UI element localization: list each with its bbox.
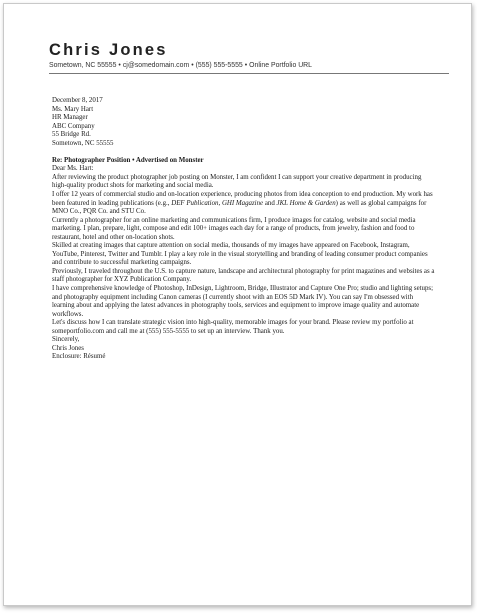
- body-paragraph-7: Let's discuss how I can translate strategic vision into high-quality, memorable images for your brand. Please review my portfolio at someportfolio.com and call me at (555) 555-5555 to set up an interview. Thank you.: [52, 319, 414, 335]
- letterhead: [49, 40, 441, 74]
- publication-title: DEF Publication: [171, 199, 219, 207]
- body-paragraph-5: Previously, I traveled throughout the U.S. to capture nature, landscape and architectural photography for print magazines and websites as a staff photographer for XYZ Publication Company.: [52, 267, 435, 284]
- complimentary-close: Sincerely,: [52, 336, 80, 344]
- contact-line: [49, 61, 441, 70]
- subject-suffix: Advertised on Monster: [135, 156, 204, 164]
- salutation: Dear Ms. Hart:: [52, 165, 94, 173]
- body-paragraph-2: [52, 191, 437, 217]
- contact-separator: •: [191, 62, 194, 69]
- enclosure-line: Enclosure: Résumé: [52, 353, 106, 361]
- subject-separator: •: [132, 156, 135, 164]
- body-paragraph-3: Currently a photographer for an online marketing and communications firm, I produce images for catalog, website and social media marketing. I plan, prepare, light, compose and edit 100+ images each day for a range of products, from jewelry, fashion and food to restaurant, hotel and other on-location shots.: [52, 216, 416, 241]
- contact-portfolio: Online Portfolio URL: [249, 62, 312, 69]
- recipient-line: ABC Company: [52, 122, 95, 130]
- paragraph-text: ) as well as global campaigns for MNO Co., PQR Co. and STU Co.: [52, 199, 427, 216]
- recipient-line: Sometown, NC 55555: [52, 139, 114, 147]
- body-paragraph-4: Skilled at creating images that capture attention on social media, thousands of my images have appeared on Facebook, Instagram, YouTube, Pinterest, Twitter and Tumblr. I play a key role in the visual storytelling and branding of leading consumer product companies and contribute to successful marketing campaigns.: [52, 242, 428, 267]
- recipient-line: HR Manager: [52, 114, 88, 122]
- letter-date: December 8, 2017: [52, 97, 103, 104]
- applicant-name: Chris Jones: [49, 41, 168, 59]
- contact-location: Sometown, NC 55555: [49, 62, 117, 69]
- paragraph-text: I offer 12 years of commercial studio and on-location experience, producing photos from idea conception to end production. My work has been featured in leading publications (e.g.,: [52, 190, 433, 207]
- recipient-line: Ms. Mary Hart: [52, 105, 94, 113]
- subject-line: [52, 157, 437, 166]
- body-paragraph-1: After reviewing the product photographer job posting on Monster, I am confident I can support your creative department in producing high-quality product shots for marketing and social media.: [52, 173, 422, 190]
- contact-phone: (555) 555-5555: [195, 62, 243, 69]
- body-paragraph-6: I have comprehensive knowledge of Photoshop, InDesign, Lightroom, Bridge, Illustrator and Capture One Pro; studio and lighting setups; and photography equipment including Canon cameras (I currently shoot with an EOS 5D Mark IV). You can say I'm obsessed with learning about and applying the latest advances in photography tools, services and equipment to improve image quality and automate workflows.: [52, 284, 434, 318]
- paragraph-text: ,: [218, 199, 222, 207]
- header-divider: [49, 73, 449, 74]
- contact-email: cj@somedomain.com: [122, 62, 190, 69]
- publication-title: GHI Magazine: [221, 199, 264, 207]
- signer-name: Chris Jones: [52, 344, 84, 352]
- publication-title: JKL Home & Garden: [276, 199, 336, 207]
- recipient-address: [52, 106, 437, 149]
- paragraph-text: and: [263, 199, 277, 207]
- contact-separator: •: [244, 62, 248, 69]
- recipient-line: 55 Bridge Rd.: [52, 131, 91, 139]
- letter-body: [52, 97, 437, 362]
- subject-prefix: Re: Photographer Position: [52, 156, 131, 164]
- contact-separator: •: [118, 62, 121, 69]
- letter-page: [3, 3, 472, 606]
